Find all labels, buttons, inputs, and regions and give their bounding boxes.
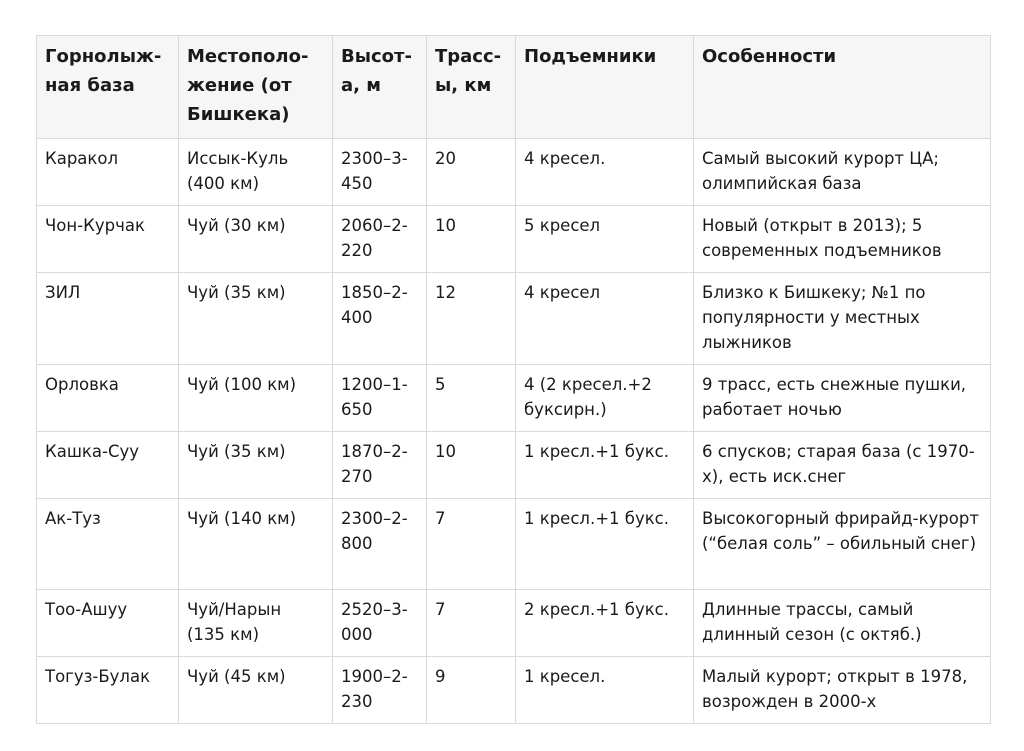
cell-features: Новый (открыт в 2013); 5 современных подъемников — [694, 206, 991, 273]
cell-lifts: 4 (2 кресел.+2 буксирн.) — [516, 365, 694, 432]
header-lifts: Подъемники — [516, 36, 694, 139]
cell-location: Чуй (35 км) — [179, 432, 333, 499]
cell-features: Малый курорт; открыт в 1978, возрожден в 2000-х — [694, 657, 991, 724]
header-base: Горнолыж-ная база — [37, 36, 179, 139]
cell-base: Орловка — [37, 365, 179, 432]
cell-trails: 10 — [427, 206, 516, 273]
cell-features: Высокогорный фрирайд-курорт (“белая соль” – обильный снег) — [694, 499, 991, 590]
cell-location: Чуй/Нарын (135 км) — [179, 590, 333, 657]
cell-location: Иссык-Куль (400 км) — [179, 139, 333, 206]
cell-location: Чуй (140 км) — [179, 499, 333, 590]
cell-height: 2520–3-000 — [333, 590, 427, 657]
ski-resorts-table — [36, 35, 991, 724]
cell-base: Чон-Курчак — [37, 206, 179, 273]
table-row — [37, 365, 991, 432]
cell-height: 2060–2-220 — [333, 206, 427, 273]
cell-base: Ак-Туз — [37, 499, 179, 590]
table-row — [37, 139, 991, 206]
cell-location: Чуй (45 км) — [179, 657, 333, 724]
cell-lifts: 1 кресл.+1 букс. — [516, 499, 694, 590]
cell-location: Чуй (100 км) — [179, 365, 333, 432]
cell-trails: 7 — [427, 499, 516, 590]
header-height: Высот-а, м — [333, 36, 427, 139]
cell-trails: 9 — [427, 657, 516, 724]
table-row — [37, 590, 991, 657]
cell-base: Каракол — [37, 139, 179, 206]
cell-lifts: 2 кресл.+1 букс. — [516, 590, 694, 657]
cell-location: Чуй (35 км) — [179, 273, 333, 365]
table-row — [37, 273, 991, 365]
cell-features: Длинные трассы, самый длинный сезон (с октяб.) — [694, 590, 991, 657]
cell-lifts: 1 кресл.+1 букс. — [516, 432, 694, 499]
cell-trails: 20 — [427, 139, 516, 206]
cell-trails: 7 — [427, 590, 516, 657]
cell-features: 6 спусков; старая база (с 1970-х), есть иск.снег — [694, 432, 991, 499]
table-header-row — [37, 36, 991, 139]
cell-features: 9 трасс, есть снежные пушки, работает ночью — [694, 365, 991, 432]
cell-height: 2300–2-800 — [333, 499, 427, 590]
cell-height: 1870–2-270 — [333, 432, 427, 499]
cell-lifts: 5 кресел — [516, 206, 694, 273]
cell-trails: 10 — [427, 432, 516, 499]
cell-height: 1900–2-230 — [333, 657, 427, 724]
cell-location: Чуй (30 км) — [179, 206, 333, 273]
table-row — [37, 432, 991, 499]
header-trails: Трасс-ы, км — [427, 36, 516, 139]
table-row — [37, 206, 991, 273]
cell-features: Самый высокий курорт ЦА; олимпийская база — [694, 139, 991, 206]
table-row — [37, 499, 991, 590]
cell-trails: 5 — [427, 365, 516, 432]
table-row — [37, 657, 991, 724]
cell-lifts: 4 кресел. — [516, 139, 694, 206]
cell-base: Тогуз-Булак — [37, 657, 179, 724]
cell-lifts: 1 кресел. — [516, 657, 694, 724]
cell-base: ЗИЛ — [37, 273, 179, 365]
cell-lifts: 4 кресел — [516, 273, 694, 365]
header-features: Особенности — [694, 36, 991, 139]
cell-features: Близко к Бишкеку; №1 по популярности у местных лыжников — [694, 273, 991, 365]
cell-base: Кашка-Суу — [37, 432, 179, 499]
cell-base: Тоо-Ашуу — [37, 590, 179, 657]
cell-height: 1200–1-650 — [333, 365, 427, 432]
cell-height: 1850–2-400 — [333, 273, 427, 365]
cell-height: 2300–3-450 — [333, 139, 427, 206]
cell-trails: 12 — [427, 273, 516, 365]
header-location: Местополо-жение (от Бишкека) — [179, 36, 333, 139]
